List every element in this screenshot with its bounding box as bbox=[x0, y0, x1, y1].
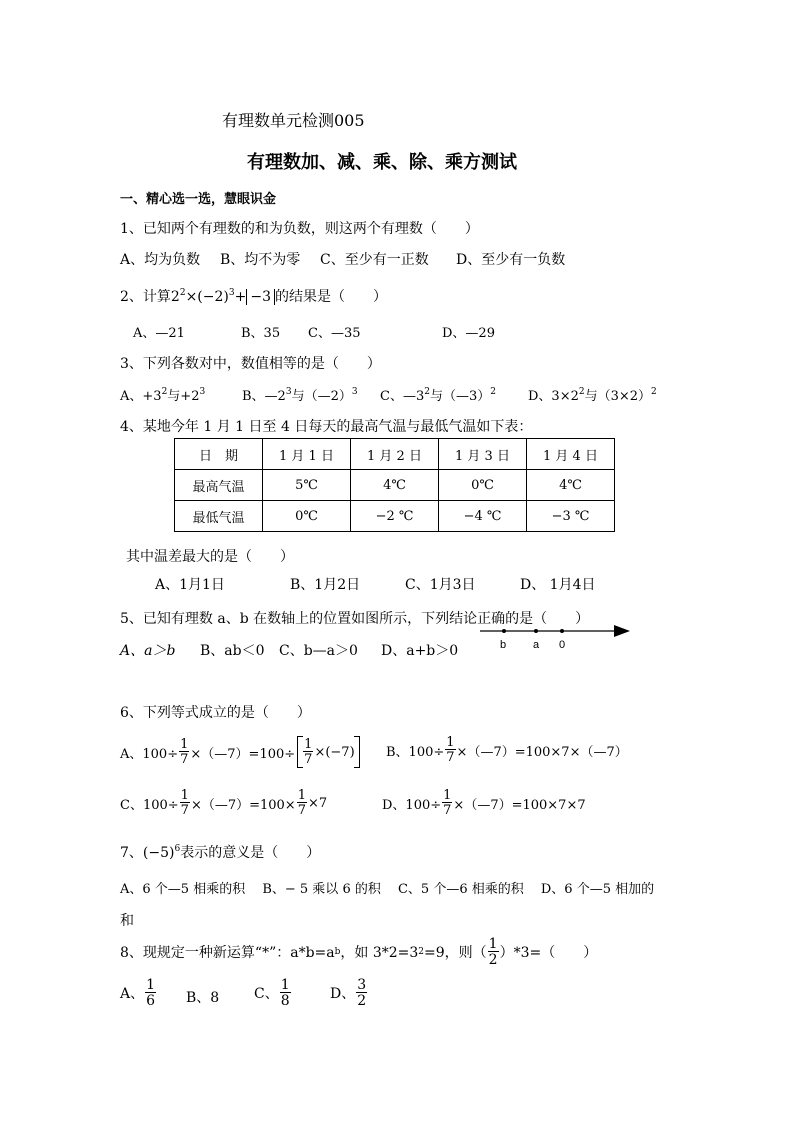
question-3: 3、下列各数对中，数值相等的是（ ） bbox=[120, 356, 381, 372]
q1-option-b: B、均不为零 bbox=[220, 252, 301, 268]
question-5: 5、已知有理数 a、b 在数轴上的位置如图所示，下列结论正确的是（ ） bbox=[120, 611, 590, 627]
q3-option-b: B、$—2^3$与（—2）$^3$ bbox=[242, 387, 358, 404]
point-a bbox=[534, 629, 538, 633]
q8-option-d: D、 $\frac{3}{2}$ bbox=[330, 977, 367, 1009]
q6-option-d: D、100÷ $\frac{1}{7}$ ×（—7）=100×7×7 bbox=[382, 788, 586, 818]
table-cell: −2 ℃ bbox=[351, 501, 439, 532]
table-row bbox=[175, 501, 615, 532]
q3-option-c: C、$—3^2$与（—3）$^2$ bbox=[380, 387, 496, 404]
q1-option-a: A、均为负数 bbox=[120, 252, 201, 268]
q5-option-d: D、a+b＞0 bbox=[381, 643, 459, 659]
q7-wrap: 和 bbox=[120, 913, 134, 929]
q8-option-c: C、 $\frac{1}{8}$ bbox=[254, 977, 290, 1009]
table-cell: 日 期 bbox=[175, 439, 263, 470]
table-cell: 1 月 3 日 bbox=[439, 439, 527, 470]
table-cell: 最高气温 bbox=[175, 470, 263, 501]
q7-options: A、6 个—5 相乘的积 B、− 5 乘以 6 的积 C、5 个—6 相乘的积 D、6 个—5 相加的 bbox=[120, 882, 655, 897]
q2-option-b: B、35 bbox=[241, 326, 281, 341]
number-line bbox=[478, 620, 634, 654]
q5-option-a: A、a＞b bbox=[120, 643, 176, 659]
q6-option-b: B、100÷ $\frac{1}{7}$ ×（—7）=100×7×（—7） bbox=[386, 735, 628, 765]
question-7: 7、$(-5)^6$表示的意义是（ ） bbox=[120, 844, 321, 861]
q4-option-c: C、1月3日 bbox=[405, 577, 476, 593]
axis-arrow bbox=[614, 625, 630, 637]
table-cell: 0℃ bbox=[439, 470, 527, 501]
q5-option-c: C、b—a＞0 bbox=[279, 643, 358, 659]
q8-option-a: A、 $\frac{1}{6}$ bbox=[120, 977, 156, 1009]
q2-option-a: A、—21 bbox=[133, 326, 185, 341]
q4-option-d: D、 1月4日 bbox=[520, 577, 596, 593]
temperature-table bbox=[174, 438, 615, 532]
table-cell: 1 月 2 日 bbox=[351, 439, 439, 470]
q4-follow: 其中温差最大的是（ ） bbox=[126, 549, 294, 565]
table-cell: 1 月 1 日 bbox=[263, 439, 351, 470]
table-cell: 0℃ bbox=[263, 501, 351, 532]
table-cell: 4℃ bbox=[351, 470, 439, 501]
question-2 bbox=[120, 286, 387, 306]
label-b: b bbox=[500, 639, 507, 651]
table-cell: −3 ℃ bbox=[527, 501, 615, 532]
q4-option-a: A、1月1日 bbox=[155, 577, 225, 593]
table-row bbox=[175, 470, 615, 501]
q6-option-c: C、100÷ $\frac{1}{7}$ ×（—7）=100× $\frac{1}{7}$ ×7 bbox=[120, 788, 328, 818]
point-b bbox=[502, 629, 506, 633]
table-cell: −4 ℃ bbox=[439, 501, 527, 532]
question-6: 6、下列等式成立的是（ ） bbox=[120, 705, 311, 721]
q1-option-c: C、至少有一正数 bbox=[320, 252, 429, 268]
table-cell: 4℃ bbox=[527, 470, 615, 501]
q1-option-d: D、至少有一负数 bbox=[456, 252, 566, 268]
table-row bbox=[175, 439, 615, 470]
table-cell: 5℃ bbox=[263, 470, 351, 501]
q8-option-b: B、8 bbox=[186, 990, 220, 1006]
label-a: a bbox=[533, 639, 540, 651]
q2-suffix: 的结果是（ ） bbox=[274, 289, 387, 305]
q5-option-b: B、ab＜0 bbox=[200, 643, 265, 659]
q6-option-a: A、100÷ $\frac{1}{7}$ ×（—7）=100÷ $\frac{1}{7}$ ×(−7) bbox=[120, 736, 360, 768]
q2-option-c: C、—35 bbox=[308, 326, 361, 341]
table-cell: 最低气温 bbox=[175, 501, 263, 532]
q2-option-d: D、—29 bbox=[442, 326, 495, 341]
label-zero: 0 bbox=[559, 639, 566, 651]
page-subtitle: 有理数单元检测005 bbox=[222, 111, 365, 130]
question-4: 4、某地今年 1 月 1 日至 4 日每天的最高气温与最低气温如下表： bbox=[120, 419, 533, 435]
q4-option-b: B、1月2日 bbox=[290, 577, 361, 593]
q3-option-a: A、$+3^2$与$+2^3$ bbox=[120, 387, 206, 404]
question-8: 8、现规定一种新运算“*”：a*b=a b ，如 3*2=3 2 =9，则（ $\frac{1}{2}$ ）*3=（ ） bbox=[120, 936, 598, 968]
q3-option-d: D、$3\times 2^2$与$(3\times 2)^2$ bbox=[528, 387, 657, 404]
table-cell: 1 月 4 日 bbox=[527, 439, 615, 470]
question-1: 1、已知两个有理数的和为负数，则这两个有理数（ ） bbox=[120, 221, 479, 237]
page-title: 有理数加、减、乘、除、乘方测试 bbox=[247, 152, 517, 173]
q2-expr: $2^2\times(-2)^3+ -3$ bbox=[171, 289, 275, 305]
point-zero bbox=[560, 629, 564, 633]
section-heading: 一、精心选一选，慧眼识金 bbox=[120, 192, 277, 207]
q2-prefix: 2、计算 bbox=[120, 289, 171, 305]
